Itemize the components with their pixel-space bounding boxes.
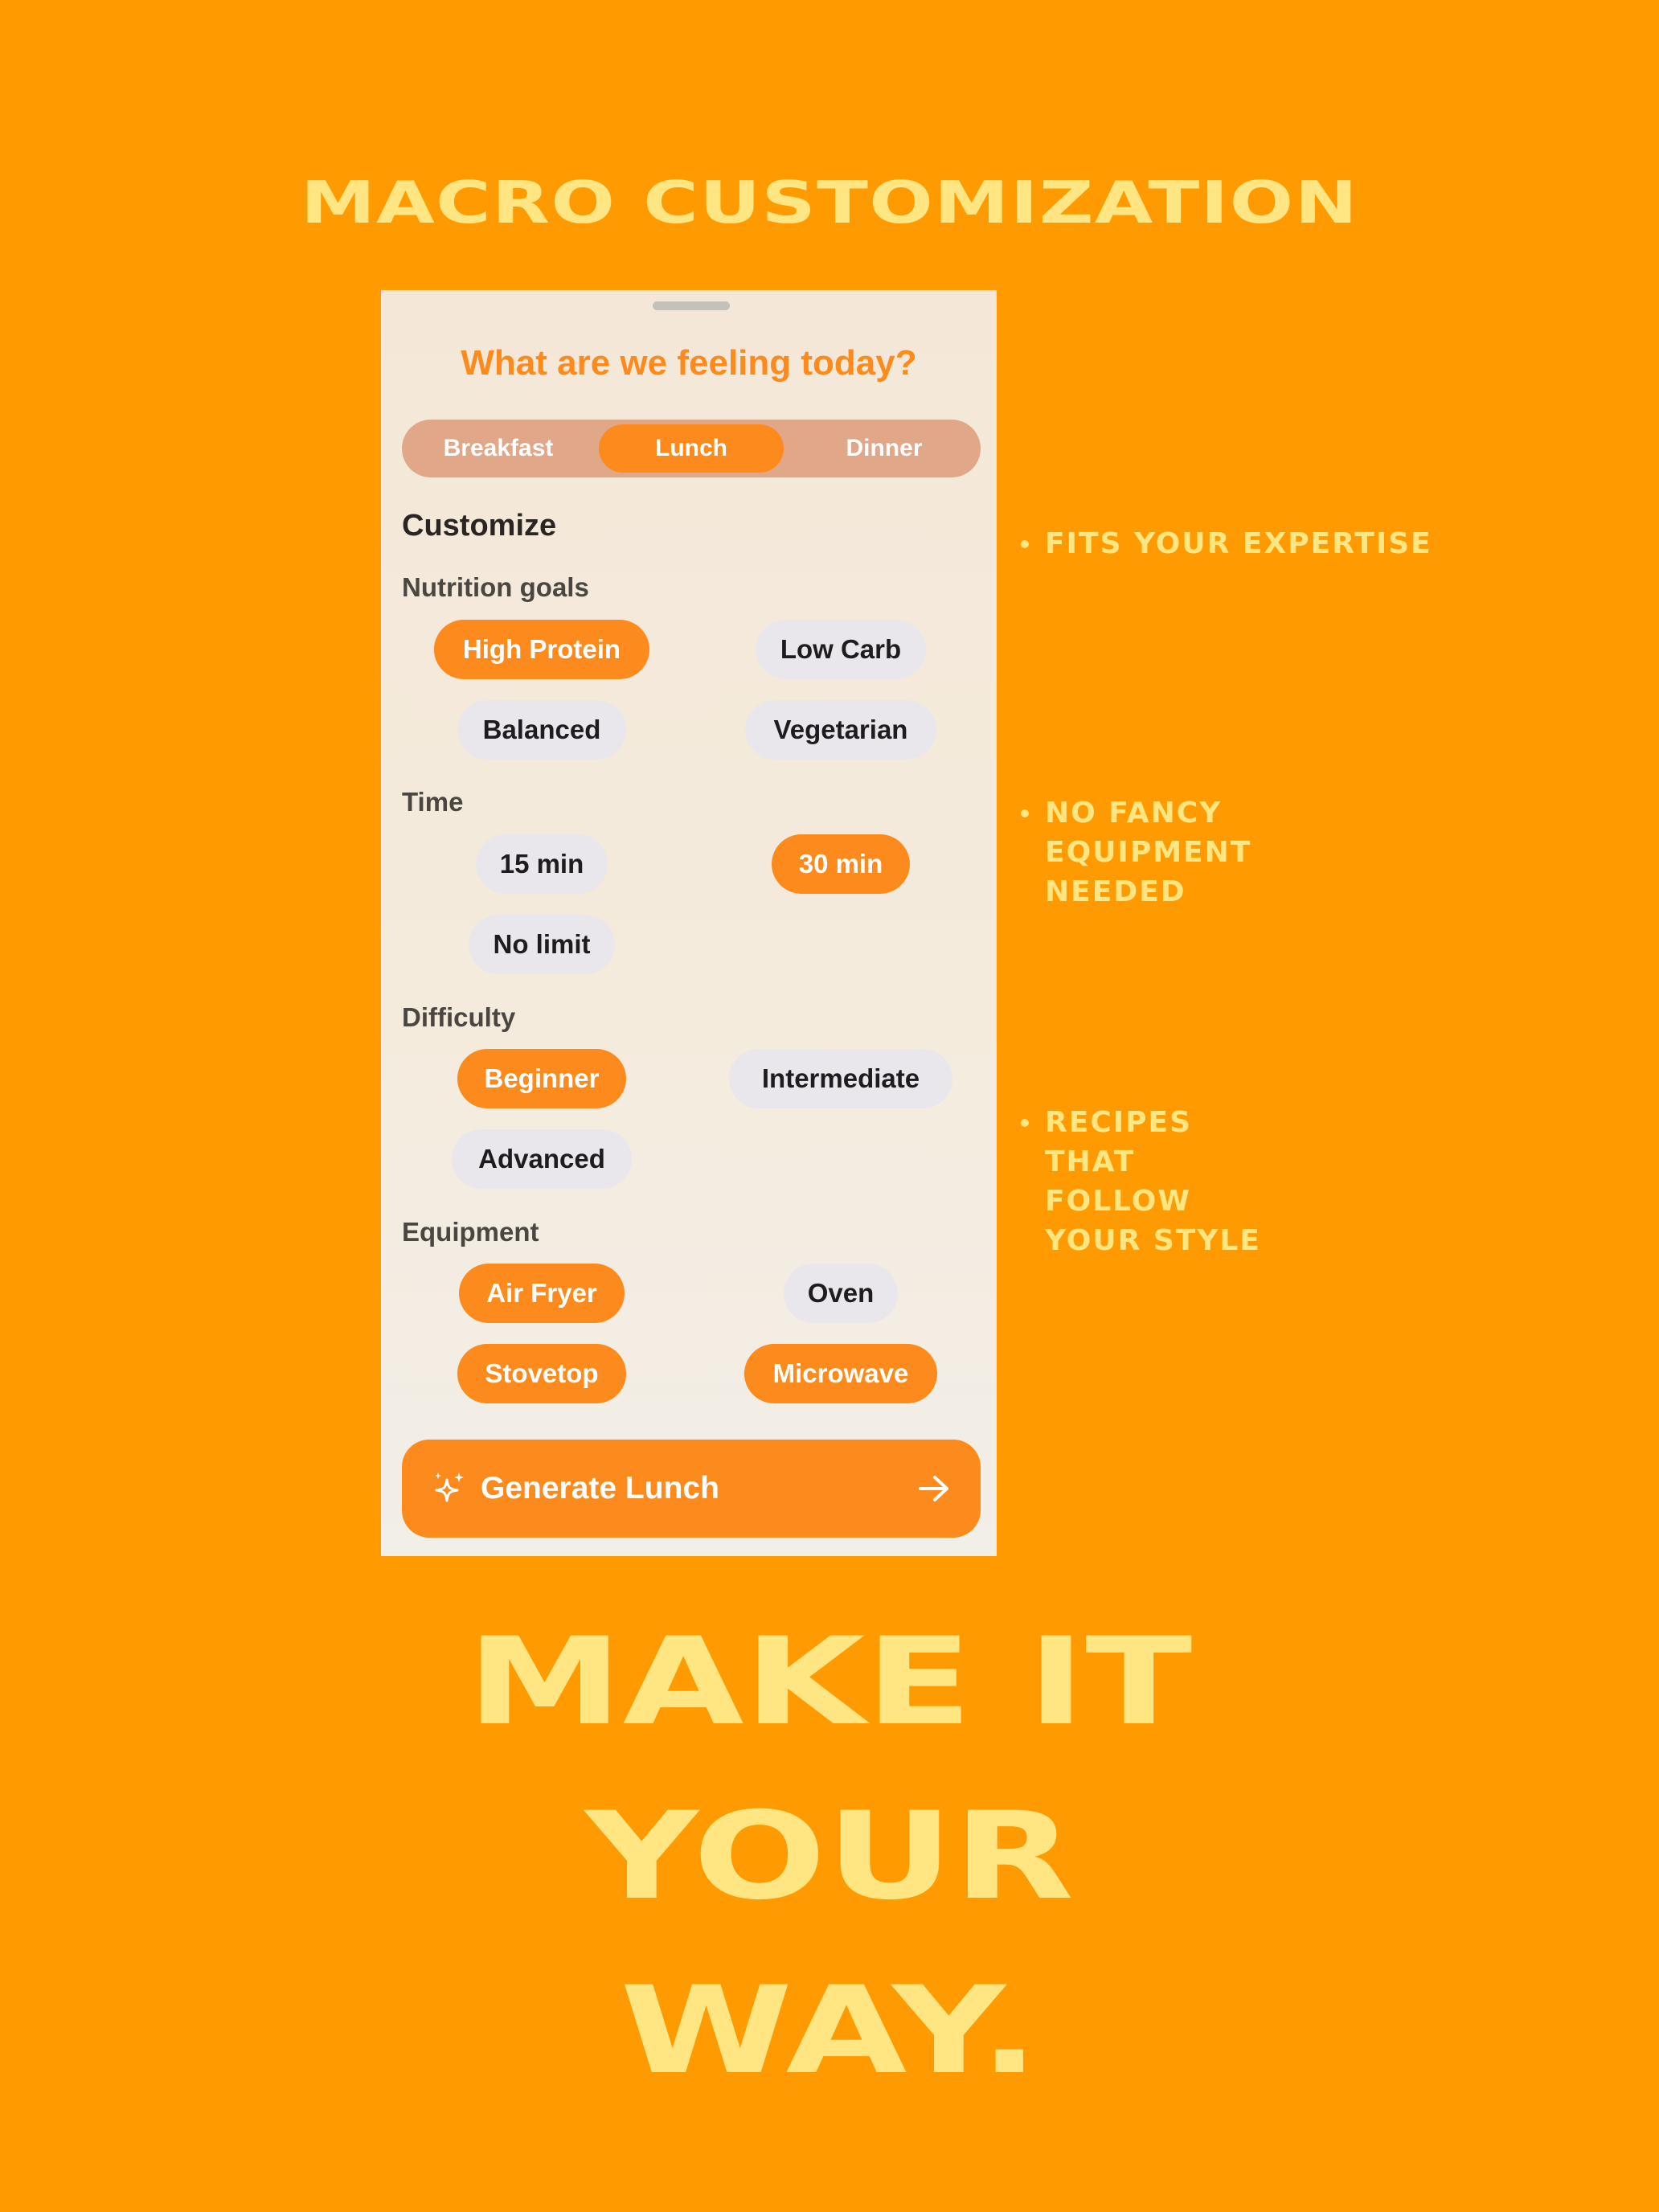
app-screen: [381, 290, 997, 1556]
slogan-line-3: WAY.: [620, 1961, 1039, 2101]
chip-balanced[interactable]: Balanced: [457, 700, 626, 760]
bullet-icon: [1021, 1119, 1029, 1127]
feature-text: RECIPES THAT FOLLOW YOUR STYLE: [1045, 1106, 1261, 1257]
page-headline: MACRO CUSTOMIZATION: [300, 169, 1359, 236]
sparkles-icon: [431, 1470, 466, 1511]
chip-stovetop[interactable]: Stovetop: [457, 1344, 626, 1403]
chip-oven[interactable]: Oven: [784, 1264, 898, 1323]
chip-air-fryer[interactable]: Air Fryer: [459, 1264, 625, 1323]
feature-text: FITS YOUR EXPERTISE: [1045, 527, 1432, 560]
nutrition-goals-label: Nutrition goals: [402, 572, 589, 602]
tab-breakfast[interactable]: Breakfast: [443, 435, 554, 461]
meal-segmented-control: [402, 420, 981, 477]
chip-advanced[interactable]: Advanced: [452, 1129, 632, 1189]
feature-text: NO FANCY EQUIPMENT NEEDED: [1045, 797, 1252, 908]
tab-dinner[interactable]: Dinner: [846, 435, 923, 461]
chip-microwave[interactable]: Microwave: [744, 1344, 937, 1403]
bullet-icon: [1021, 540, 1029, 548]
chip-vegetarian[interactable]: Vegetarian: [745, 700, 936, 760]
chip-no-limit[interactable]: No limit: [469, 915, 615, 974]
equipment-label: Equipment: [402, 1217, 539, 1247]
slogan-line-1: MAKE IT: [466, 1612, 1193, 1752]
chip-30-min[interactable]: 30 min: [772, 834, 910, 894]
chip-beginner[interactable]: Beginner: [457, 1049, 626, 1108]
difficulty-label: Difficulty: [402, 1002, 516, 1032]
slogan-line-2: YOUR: [584, 1787, 1075, 1927]
time-label: Time: [402, 787, 464, 817]
sheet-grabber[interactable]: [653, 301, 730, 310]
sheet-title: What are we feeling today?: [461, 343, 917, 383]
tab-lunch[interactable]: Lunch: [599, 424, 784, 473]
chip-high-protein[interactable]: High Protein: [434, 620, 649, 679]
generate-button-label: Generate Lunch: [481, 1471, 719, 1505]
bullet-icon: [1021, 809, 1029, 817]
chip-15-min[interactable]: 15 min: [476, 834, 608, 894]
chip-low-carb[interactable]: Low Carb: [756, 620, 926, 679]
chip-intermediate[interactable]: Intermediate: [729, 1049, 952, 1108]
customize-heading: Customize: [402, 509, 557, 543]
generate-lunch-button[interactable]: [402, 1440, 981, 1538]
arrow-right-icon: [918, 1474, 950, 1507]
